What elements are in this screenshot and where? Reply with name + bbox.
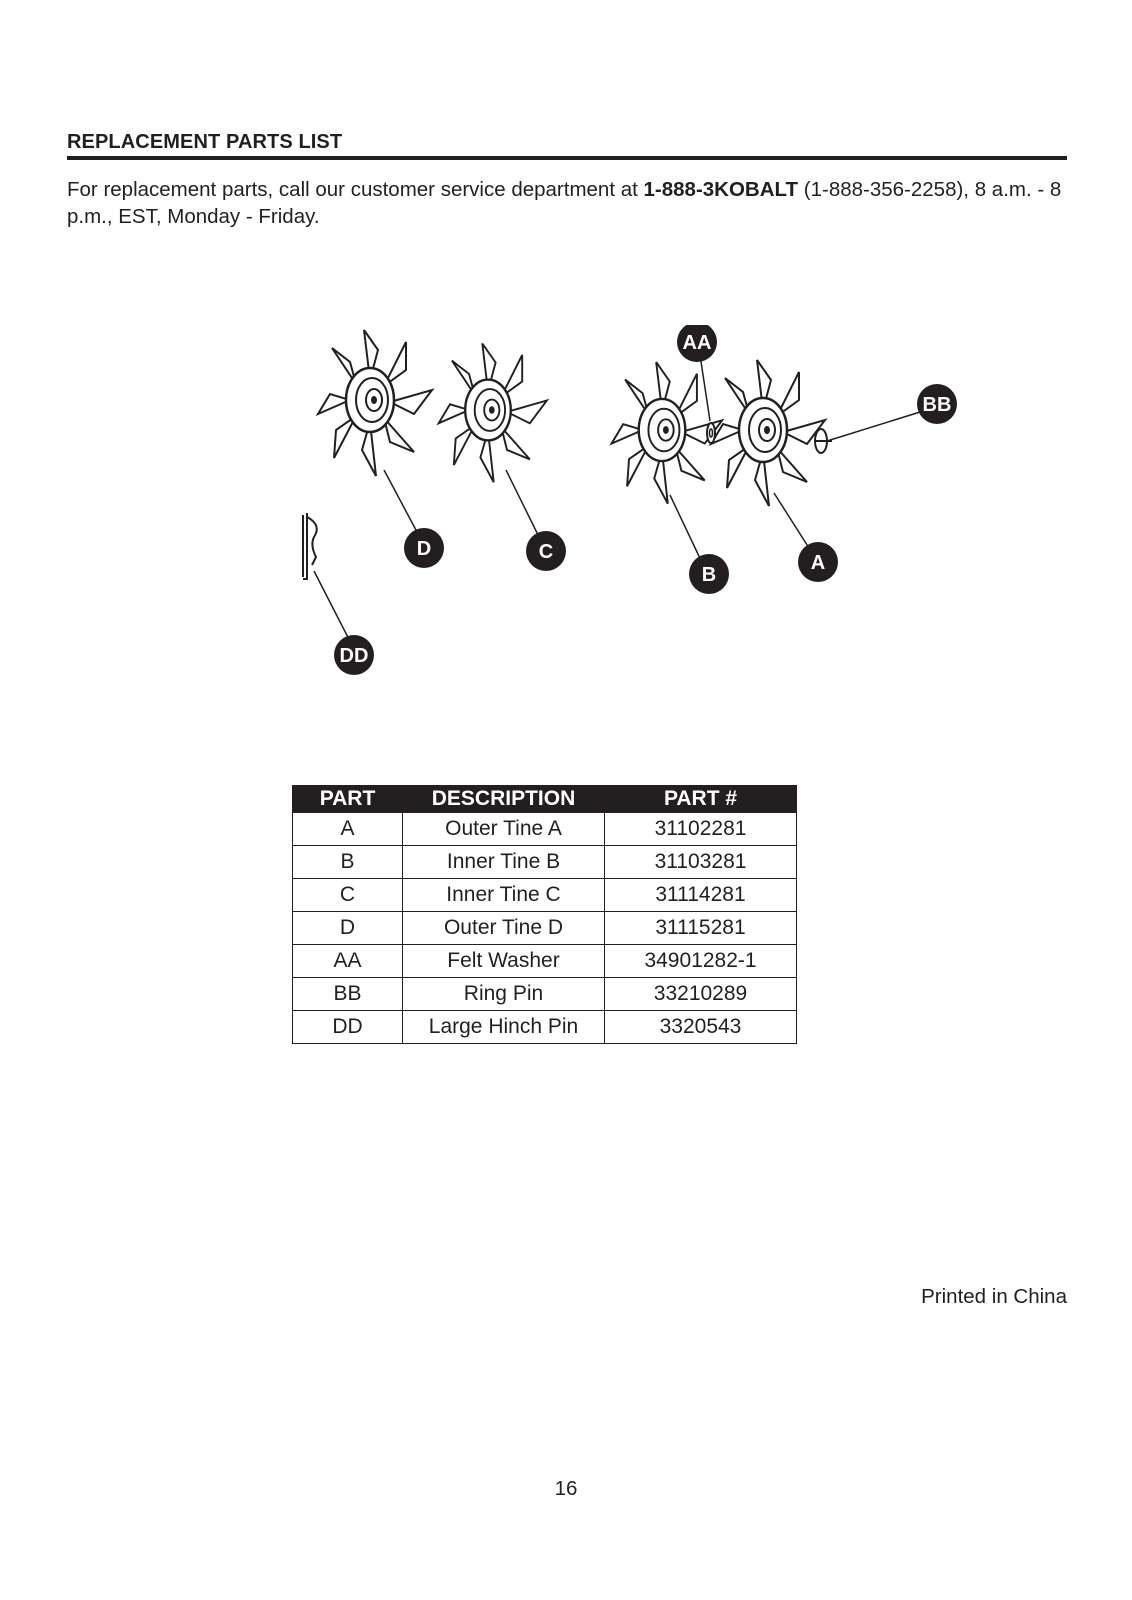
cell-part: BB xyxy=(293,978,403,1011)
svg-text:D: D xyxy=(416,538,432,560)
cell-description: Large Hinch Pin xyxy=(403,1011,605,1044)
table-row xyxy=(293,945,797,978)
inner-tine-c-drawing xyxy=(439,344,547,483)
cell-part-number: 3320543 xyxy=(605,1011,797,1044)
svg-text:A: A xyxy=(810,552,826,574)
cell-part: DD xyxy=(293,1011,403,1044)
cell-part: AA xyxy=(293,945,403,978)
cell-description: Outer Tine A xyxy=(403,813,605,846)
header-description: DESCRIPTION xyxy=(403,786,605,813)
cell-part-number: 31103281 xyxy=(605,846,797,879)
table-row xyxy=(293,978,797,1011)
callout-d xyxy=(404,528,444,568)
cell-part-number: 34901282-1 xyxy=(605,945,797,978)
table-row xyxy=(293,879,797,912)
intro-paragraph xyxy=(67,176,1072,230)
parts-diagram xyxy=(270,325,990,705)
cell-description: Inner Tine B xyxy=(403,846,605,879)
table-row xyxy=(293,912,797,945)
callout-a xyxy=(798,542,838,582)
cell-part: C xyxy=(293,879,403,912)
cell-part: A xyxy=(293,813,403,846)
cell-description: Ring Pin xyxy=(403,978,605,1011)
section-title: REPLACEMENT PARTS LIST xyxy=(67,131,343,153)
cell-part: D xyxy=(293,912,403,945)
table-row xyxy=(293,1011,797,1044)
svg-text:BB: BB xyxy=(922,394,952,416)
callout-aa xyxy=(677,325,717,362)
printed-in-note: Printed in China xyxy=(921,1285,1067,1308)
cell-part-number: 33210289 xyxy=(605,978,797,1011)
callout-b xyxy=(689,554,729,594)
svg-text:C: C xyxy=(538,541,554,563)
cell-part: B xyxy=(293,846,403,879)
felt-washer-drawing xyxy=(707,423,715,443)
section-rule xyxy=(67,156,1067,160)
header-part: PART xyxy=(293,786,403,813)
intro-text-after: (1-888-356-2258), 8 a.m. - 8 p.m., EST, Monday - Friday. xyxy=(67,178,1062,228)
header-part-number: PART # xyxy=(605,786,797,813)
svg-text:DD: DD xyxy=(339,645,369,667)
cell-description: Inner Tine C xyxy=(403,879,605,912)
cell-part-number: 31102281 xyxy=(605,813,797,846)
callout-bb xyxy=(917,384,957,424)
outer-tine-a-drawing xyxy=(711,360,825,506)
table-header-row xyxy=(293,786,797,813)
phone-number-bold: 1-888-3KOBALT xyxy=(643,178,799,201)
outer-tine-d-drawing xyxy=(318,330,432,476)
cell-part-number: 31114281 xyxy=(605,879,797,912)
parts-table xyxy=(292,785,797,1044)
table-row xyxy=(293,813,797,846)
cell-part-number: 31115281 xyxy=(605,912,797,945)
intro-text-before: For replacement parts, call our customer service department at xyxy=(67,178,644,201)
table-row xyxy=(293,846,797,879)
cell-description: Felt Washer xyxy=(403,945,605,978)
svg-text:B: B xyxy=(701,564,717,586)
page-number: 16 xyxy=(554,1477,578,1500)
hinch-pin-drawing xyxy=(303,513,317,579)
inner-tine-b-drawing xyxy=(612,362,723,504)
svg-text:AA: AA xyxy=(682,332,712,354)
callout-c xyxy=(526,531,566,571)
callout-dd xyxy=(334,635,374,675)
cell-description: Outer Tine D xyxy=(403,912,605,945)
